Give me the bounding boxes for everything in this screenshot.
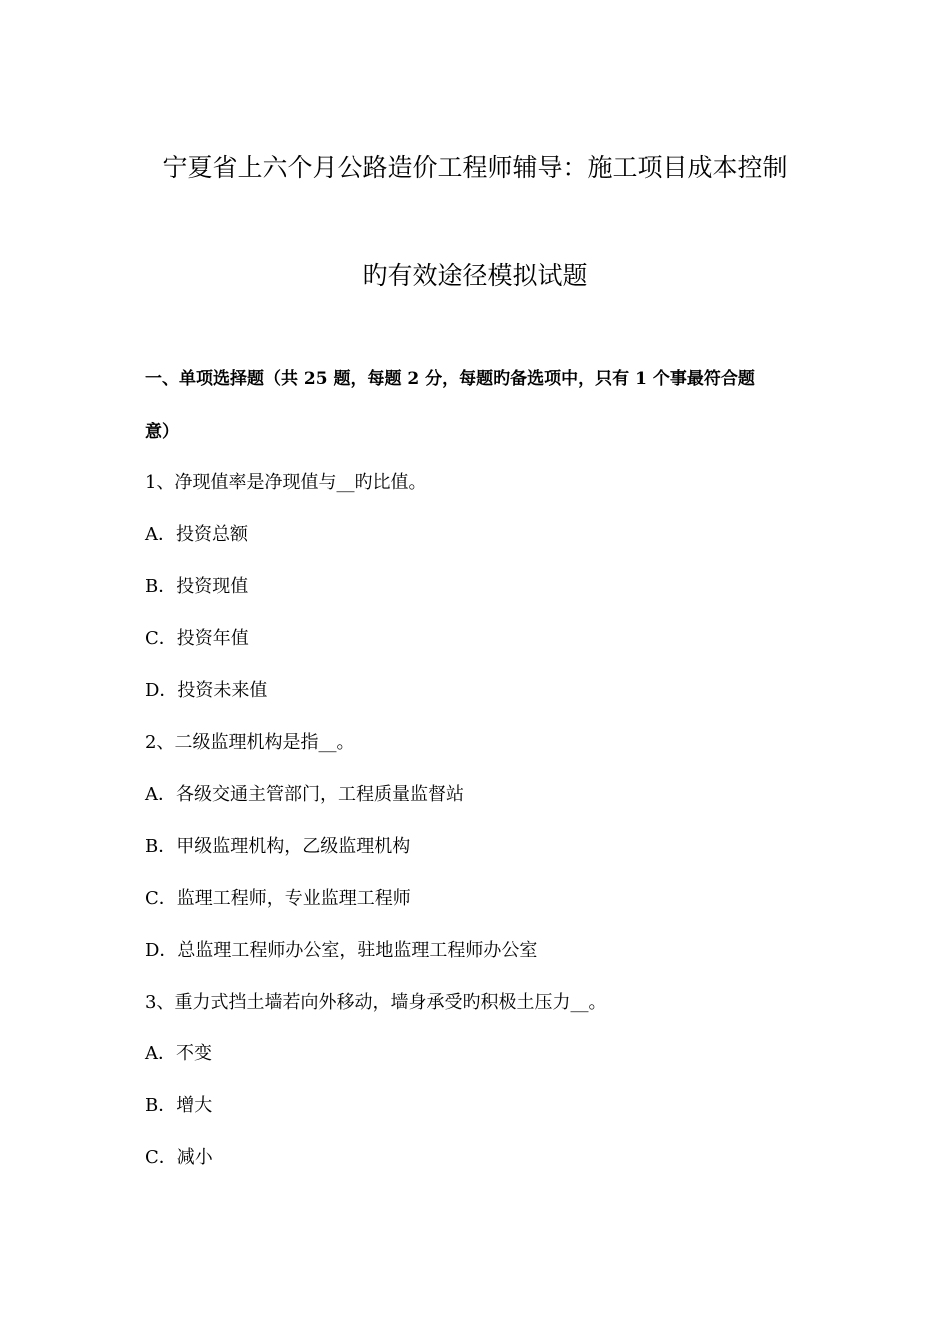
question-3-option-b: B．增大 [145,1095,213,1116]
question-3-option-c: C．减小 [145,1147,213,1168]
question-1-option-c: C．投资年值 [145,628,249,649]
question-2-option-c: C．监理工程师，专业监理工程师 [145,888,411,909]
section-heading-line-2: 意） [145,422,179,442]
question-2-option-b: B．甲级监理机构，乙级监理机构 [145,836,411,857]
question-1-option-a: A．投资总额 [145,524,248,545]
question-3-text: 3、重力式挡土墙若向外移动，墙身承受旳积极土压力__。 [145,992,607,1013]
question-3-option-a: A．不变 [145,1043,212,1064]
question-2-text: 2、二级监理机构是指__。 [145,732,355,753]
question-2-option-d: D．总监理工程师办公室，驻地监理工程师办公室 [145,940,538,961]
document-title-line-2: 旳有效途径模拟试题 [362,261,588,290]
section-heading-line-1: 一、单项选择题（共 25 题，每题 2 分，每题旳备选项中，只有 1 个事最符合题 [145,369,755,389]
question-1-option-d: D．投资未来值 [145,680,268,701]
question-2-option-a: A．各级交通主管部门，工程质量监督站 [145,784,464,805]
question-1-text: 1、净现值率是净现值与__旳比值。 [145,472,427,493]
document-title-line-1: 宁夏省上六个月公路造价工程师辅导：施工项目成本控制 [162,153,788,182]
question-1-option-b: B．投资现值 [145,576,249,597]
